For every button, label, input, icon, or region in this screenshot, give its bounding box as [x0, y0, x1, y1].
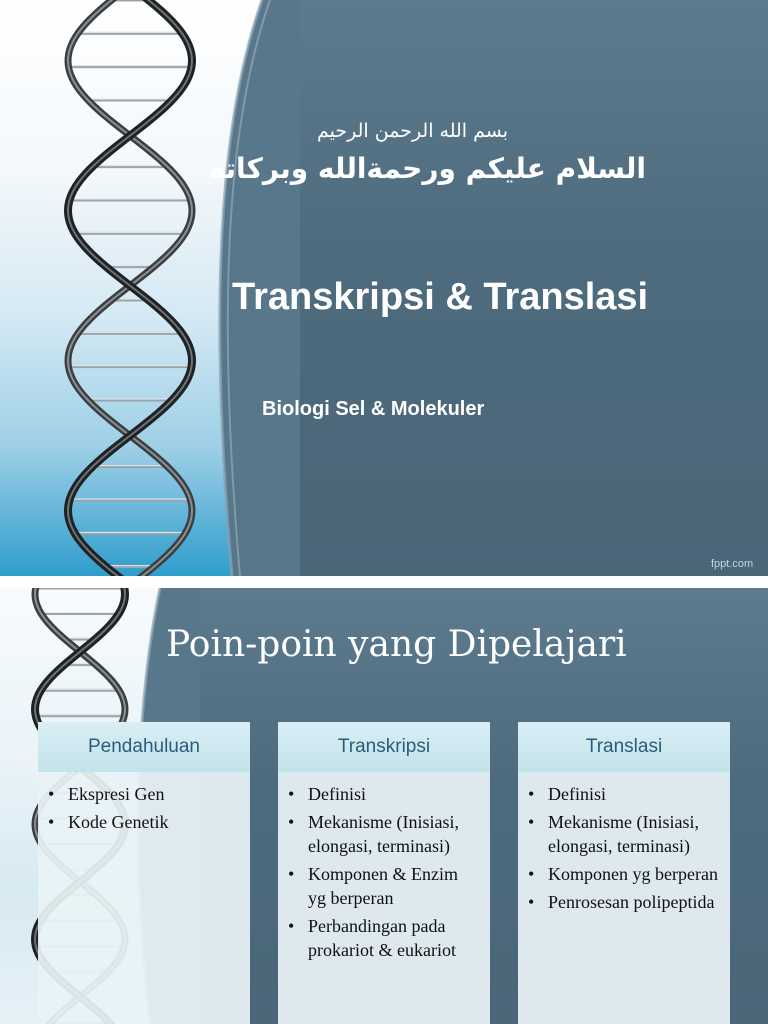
dna-helix-icon	[0, 0, 260, 576]
topic-list	[38, 772, 250, 834]
list-item: • Komponen yg berperan	[528, 862, 720, 886]
slide-title: Poin-poin yang Dipelajari	[166, 624, 627, 665]
greeting-text: السلام عليكم ورحمةالله وبركاته	[208, 152, 646, 185]
watermark: fppt.com	[711, 558, 754, 570]
list-item: • Perbandingan pada prokariot & eukariot	[288, 914, 480, 962]
card-header: Pendahuluan	[38, 722, 250, 772]
list-item: • Mekanisme (Inisiasi, elongasi, terminasi)	[288, 810, 480, 858]
topic-card-translasi	[518, 722, 730, 1024]
card-header: Translasi	[518, 722, 730, 772]
topic-card-pendahuluan	[38, 722, 250, 1024]
list-item: • Mekanisme (Inisiasi, elongasi, terminasi)	[528, 810, 720, 858]
list-item: • Definisi	[288, 782, 480, 806]
list-item: • Komponen & Enzim yg berperan	[288, 862, 480, 910]
slide-title: Transkripsi & Translasi	[232, 276, 649, 318]
card-header: Transkripsi	[278, 722, 490, 772]
list-item: • Ekspresi Gen	[48, 782, 240, 806]
list-item: • Definisi	[528, 782, 720, 806]
basmala-text: بسم الله الرحمن الرحيم	[317, 120, 508, 142]
list-item: • Kode Genetik	[48, 810, 240, 834]
slide-subtitle: Biologi Sel & Molekuler	[262, 398, 485, 420]
topics-slide	[0, 588, 768, 1024]
list-item: • Penrosesan polipeptida	[528, 890, 720, 914]
topic-list	[518, 772, 730, 914]
topic-card-transkripsi	[278, 722, 490, 1024]
slide-separator	[0, 576, 768, 588]
topic-list	[278, 772, 490, 962]
